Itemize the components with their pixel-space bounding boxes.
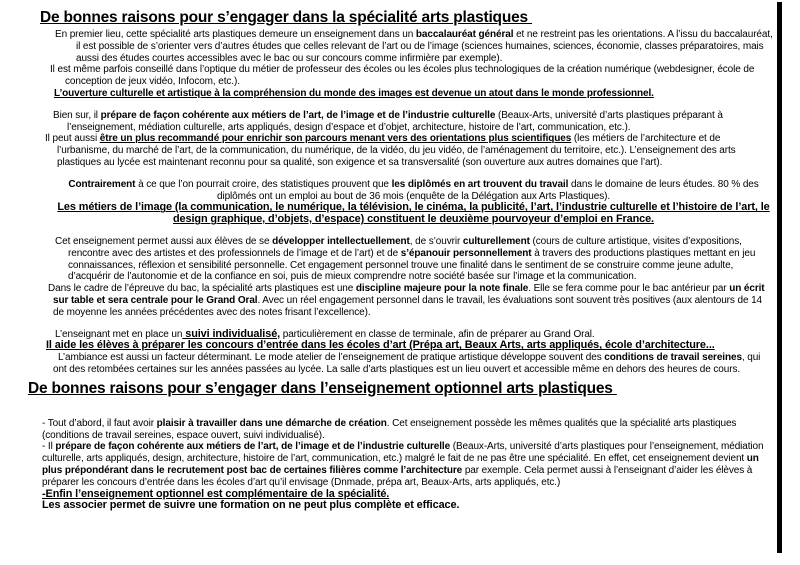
text-run: prépare de façon cohérente aux métiers de l’art, de l’image et de l’industrie culturelle [100,109,496,121]
section-specialite [0,8,800,376]
paragraph [55,29,774,64]
text-run: particulièrement en classe de terminale, afin de préparer au Grand Oral. [280,328,595,340]
paragraph [54,88,774,100]
paragraph [53,352,774,376]
text-run: - Il [42,441,56,453]
text-run: . Avec un réel engagement personnel dans le travail, les évaluations sont souvent très positives (aux alentours de 14 de moyenne les années précédentes avec des notes frisant l’excellence). [53,294,763,318]
text-run: dans le domaine de leurs études. 80 % des diplômés ont un emploi au bout de 36 mois (enquête de la Délégation aux Arts Plastiques). [216,178,759,202]
section-body-optionnel [0,418,800,512]
text-run: Il est même parfois conseillé dans l’optique du métier de professeur des écoles ou les écoles plus technologiques de la création numérique (webdesigner, école de conception de jeux vidéo, Infocom, etc.). [50,64,755,88]
text-run: être un plus recommandé pour enrichir son parcours menant vers des orientations plus scientifiques [99,133,572,145]
text-run: - Tout d’abord, il faut avoir [42,417,157,429]
text-run: prépare de façon cohérente aux métiers de l’art, de l’image et de l’industrie culturelle [55,441,451,453]
text-run: suivi individualisé, [182,327,281,340]
text-run: L’enseignant met en place un [55,328,183,340]
text-run: . Elle se fera comme pour le bac antérieur par [528,283,730,295]
section-title-specialite: De bonnes raisons pour s’engager dans la spécialité arts plastiques [40,9,533,26]
text-run: Cet enseignement permet aussi aux élèves de se [55,235,273,247]
text-run: à ce que l’on pourrait croire, des statistiques prouvent que [135,178,392,190]
text-run: Bien sur, il [53,109,101,121]
text-run: (Beaux-Arts, université d’arts plastiques pour l’enseignement, médiation culturelle, arts appliqués, design, architecture, histoire de l’art, communication, etc.) malgré le fait de ne pas être une spécialité. En effet, cet enseignement devient [42,441,764,465]
text-run: (Beaux-Arts, université d’arts plastiques préparant à l’enseignement, médiation culturelle, arts appliqués, design d’espace et d’objet, architecture, histoire de l’art, communication, etc.). [67,109,723,133]
paragraph [55,179,772,203]
text-run: Les métiers de l’image (la communication, le numérique, la télévision, le cinéma, la publicité, l’art, l’industrie culturelle et l’histoire de l’art, le design graphique, d’objets, d’espace) constituent le deuxième pourvoyeur d’emploi en France. [57,201,770,226]
text-run: (les métiers de l’architecture et de l’urbanisme, du marché de l’art, de la communication, du numérique, de la vidéo, du jeu vidéo, de l’aménagement du territoire, etc.). L’enseignement des arts plastiques au lycée est maintenant reconnu pour sa qualité, son exigence et sa transversalité (son ouverture aux autres domaines que l’art). [57,133,736,168]
text-run: plaisir à travailler dans une démarche de création [156,417,387,429]
text-run: Il peut aussi [45,133,100,145]
text-run: par exemple. Cela permet aussi à l’enseignant d’aider les élèves à préparer les concours d’entrée dans les écoles d’art qu’il envisage (Dnmade, prépa art, Beaux-Arts, arts appliqués, etc.) [42,464,753,488]
text-run: développer intellectuellement [272,235,410,247]
right-edge-scrollbar[interactable] [777,2,782,553]
paragraph [53,109,774,134]
text-run: . Cet enseignement possède les mêmes qualités que la spécialité arts plastiques (conditions de travail sereines, espace ouvert, suivi individualisé). [42,417,737,441]
text-run: En premier lieu, cette spécialité arts plastiques demeure un enseignement dans un [55,29,416,40]
text-run: à travers des productions plastiques mettant en jeu connaissances, réflexion et sensibilité personnelle. Cet engagement personnel trouve une finalité dans le sentiment de se construire comme jeune adulte, d’acquérir de l’autonomie et de la confiance en soi, puis de mieux comprendre notre société basée sur l’image et la communication. [68,247,756,283]
paragraph [42,441,774,488]
text-run: , de s’ouvrir [409,235,463,247]
text-run: , qui ont des retombées certaines sur les années passées au lycée. La salle d’arts plastiques est un lieu ouvert et accessible même en dehors des heures de cours. [53,352,761,375]
text-run: s’épanouir personnellement [400,247,532,259]
text-run: un écrit sur table et sera centrale pour le Grand Oral [53,283,765,306]
section-title-optionnel: De bonnes raisons pour s’engager dans l’enseignement optionnel arts plastiques [28,379,617,397]
text-run: discipline majeure pour la note finale [355,283,529,295]
text-run: L’ambiance est aussi un facteur déterminant. Le mode atelier de l’enseignement de pratique artistique développe souvent des [58,352,605,364]
text-run: conditions de travail sereines [604,352,742,364]
text-run: Contrairement [68,178,136,190]
text-run: un plus prépondérant dans le recrutement post bac de certaines filières comme l’architecture [42,453,759,476]
paragraph [55,235,774,283]
text-run: (cours de culture artistique, visites d’expositions, rencontre avec des artistes et des professionnels de l’image et de l’art) et de [68,235,742,259]
section-optionnel [0,379,800,512]
text-run: Les associer permet de suivre une formation on ne peut plus complète et efficace. [42,499,460,512]
paragraph [46,340,774,352]
section-body-specialite [0,29,800,376]
text-run: -Enfin l’enseignement optionnel est complémentaire de la spécialité. [42,487,390,500]
paragraph [45,133,774,168]
paragraph [55,327,774,341]
paragraph [42,418,774,442]
paragraph [50,64,774,88]
paragraph [55,202,772,226]
text-run: culturellement [462,235,530,247]
text-run: Dans le cadre de l’épreuve du bac, la spécialité arts plastiques est une [48,283,356,295]
text-run: Il aide les élèves à préparer les concours d’entrée dans les écoles d’art (Prépa art, Beaux Arts, arts appliqués, école d’architecture... [46,340,715,352]
text-run: les diplômés en art trouvent du travail [391,178,569,190]
text-run: et ne restreint pas les orientations. A l’issu du baccalauréat, il est possible de s’orienter vers d’autres études que celles relevant de l’art ou de l’image (sciences humaines, sciences, économie, classes préparatoires, mais aussi des études courtes accessibles avec le bac ou sur concours comme infirmière par exemple). [76,29,773,64]
text-run: baccalauréat général [415,29,514,40]
text-run: L’ouverture culturelle et artistique à la compréhension du monde des images est devenue un atout dans le monde professionnel. [54,87,654,99]
paragraph [42,500,774,512]
paragraph [48,283,774,318]
